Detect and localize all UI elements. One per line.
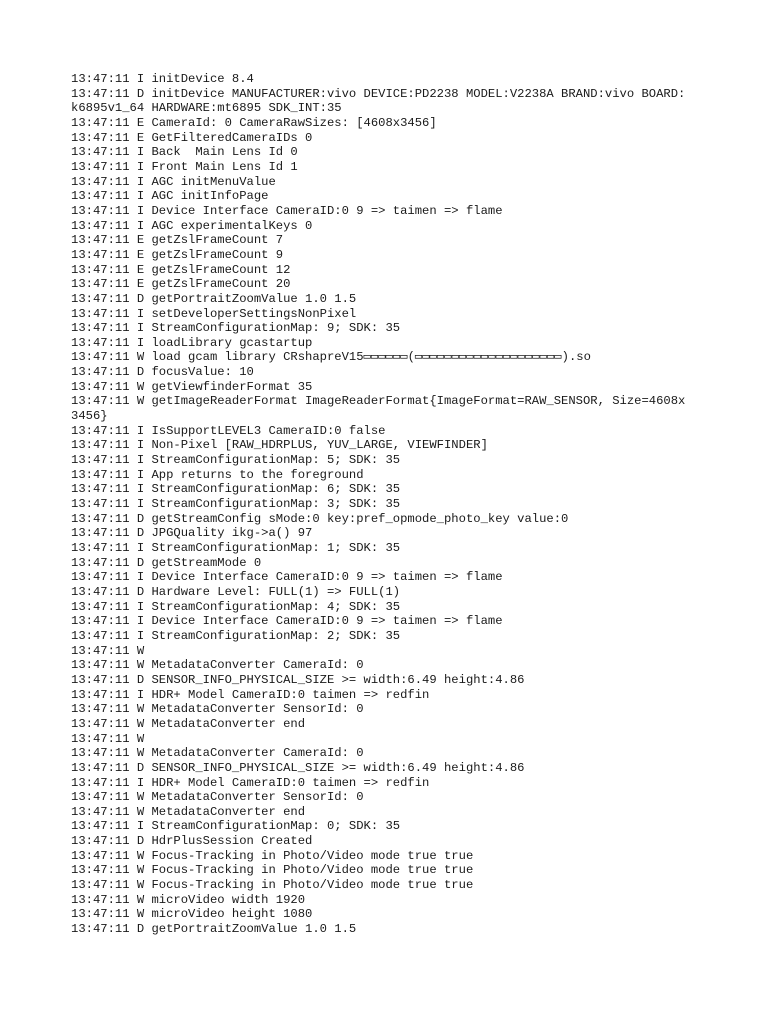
log-line: 13:47:11 D JPGQuality ikg->a() 97 xyxy=(71,526,313,541)
log-line: 13:47:11 W Focus-Tracking in Photo/Video mode true true xyxy=(71,848,474,863)
log-line: 13:47:11 I StreamConfigurationMap: 9; SDK: 35 xyxy=(71,321,401,336)
log-line: 13:47:11 I Device Interface CameraID:0 9 => taimen => flame xyxy=(71,570,503,585)
log-line: 13:47:11 I Device Interface CameraID:0 9 => taimen => flame xyxy=(71,614,503,629)
log-line: 13:47:11 W load gcam library CRshapreV15▭▭▭▭▭▭(▭▭▭▭▭▭▭▭▭▭▭▭▭▭▭▭▭▭▭▭).so xyxy=(71,350,591,365)
log-line: 13:47:11 D HdrPlusSession Created xyxy=(71,834,313,849)
log-line: 13:47:11 D SENSOR_INFO_PHYSICAL_SIZE >= width:6.49 height:4.86 xyxy=(71,760,525,775)
log-document xyxy=(71,72,691,937)
log-line: 13:47:11 D SENSOR_INFO_PHYSICAL_SIZE >= width:6.49 height:4.86 xyxy=(71,672,525,687)
log-line: 13:47:11 I Non-Pixel [RAW_HDRPLUS, YUV_LARGE, VIEWFINDER] xyxy=(71,438,488,453)
log-line: 13:47:11 W microVideo height 1080 xyxy=(71,907,313,922)
log-line: 13:47:11 W MetadataConverter CameraId: 0 xyxy=(71,658,364,673)
log-line: 13:47:11 I Front Main Lens Id 1 xyxy=(71,159,298,174)
log-line: 13:47:11 I initDevice 8.4 xyxy=(71,72,254,86)
log-line: 13:47:11 D focusValue: 10 xyxy=(71,365,254,380)
log-line: 13:47:11 I Device Interface CameraID:0 9 => taimen => flame xyxy=(71,203,503,218)
log-line: 13:47:11 D initDevice MANUFACTURER:vivo DEVICE:PD2238 MODEL:V2238A BRAND:vivo BOARD:k6895v1_64 HARDWARE:mt6895 SDK_INT:35 xyxy=(71,86,686,116)
log-line: 13:47:11 I StreamConfigurationMap: 0; SDK: 35 xyxy=(71,819,401,834)
log-line: 13:47:11 W getViewfinderFormat 35 xyxy=(71,379,313,394)
log-line: 13:47:11 D getPortraitZoomValue 1.0 1.5 xyxy=(71,291,357,306)
log-line: 13:47:11 W microVideo width 1920 xyxy=(71,892,306,907)
log-line: 13:47:11 E getZslFrameCount 9 xyxy=(71,247,284,262)
log-line: 13:47:11 I StreamConfigurationMap: 2; SDK: 35 xyxy=(71,628,401,643)
log-line: 13:47:11 E GetFilteredCameraIDs 0 xyxy=(71,130,313,145)
log-line: 13:47:11 E getZslFrameCount 20 xyxy=(71,277,291,292)
log-line: 13:47:11 I StreamConfigurationMap: 3; SDK: 35 xyxy=(71,497,401,512)
log-line: 13:47:11 I IsSupportLEVEL3 CameraID:0 false xyxy=(71,423,386,438)
log-line: 13:47:11 W MetadataConverter SensorId: 0 xyxy=(71,702,364,717)
log-line: 13:47:11 W getImageReaderFormat ImageReaderFormat{ImageFormat=RAW_SENSOR, Size=4608x3456} xyxy=(71,394,686,424)
log-line: 13:47:11 W xyxy=(71,643,145,658)
log-line: 13:47:11 I AGC initInfoPage xyxy=(71,189,269,204)
log-line: 13:47:11 I Back Main Lens Id 0 xyxy=(71,145,298,160)
log-line: 13:47:11 W xyxy=(71,731,145,746)
log-line: 13:47:11 I loadLibrary gcastartup xyxy=(71,335,313,350)
log-line: 13:47:11 D getStreamConfig sMode:0 key:pref_opmode_photo_key value:0 xyxy=(71,511,569,526)
log-line: 13:47:11 I StreamConfigurationMap: 5; SDK: 35 xyxy=(71,453,401,468)
log-line: 13:47:11 D Hardware Level: FULL(1) => FULL(1) xyxy=(71,584,401,599)
log-line: 13:47:11 W MetadataConverter end xyxy=(71,804,306,819)
log-line: 13:47:11 I StreamConfigurationMap: 4; SDK: 35 xyxy=(71,599,401,614)
log-line: 13:47:11 E getZslFrameCount 7 xyxy=(71,233,284,248)
log-line: 13:47:11 I HDR+ Model CameraID:0 taimen => redfin xyxy=(71,775,430,790)
log-line: 13:47:11 W Focus-Tracking in Photo/Video mode true true xyxy=(71,863,474,878)
log-line: 13:47:11 W MetadataConverter CameraId: 0 xyxy=(71,746,364,761)
log-line: 13:47:11 I StreamConfigurationMap: 1; SDK: 35 xyxy=(71,541,401,555)
log-line: 13:47:11 I AGC experimentalKeys 0 xyxy=(71,218,313,233)
log-line: 13:47:11 W Focus-Tracking in Photo/Video mode true true xyxy=(71,878,474,893)
log-line: 13:47:11 E getZslFrameCount 12 xyxy=(71,262,291,277)
log-line: 13:47:11 D getPortraitZoomValue 1.0 1.5 xyxy=(71,922,357,937)
log-line: 13:47:11 I App returns to the foreground xyxy=(71,467,364,482)
log-line: 13:47:11 I StreamConfigurationMap: 6; SDK: 35 xyxy=(71,482,401,497)
log-line: 13:47:11 D getStreamMode 0 xyxy=(71,555,262,570)
log-line: 13:47:11 W MetadataConverter end xyxy=(71,716,306,731)
log-line: 13:47:11 I HDR+ Model CameraID:0 taimen => redfin xyxy=(71,687,430,702)
log-line: 13:47:11 W MetadataConverter SensorId: 0 xyxy=(71,790,364,805)
log-line: 13:47:11 E CameraId: 0 CameraRawSizes: [4608x3456] xyxy=(71,115,437,130)
log-line: 13:47:11 I AGC initMenuValue xyxy=(71,174,276,189)
log-line: 13:47:11 I setDeveloperSettingsNonPixel xyxy=(71,306,357,321)
